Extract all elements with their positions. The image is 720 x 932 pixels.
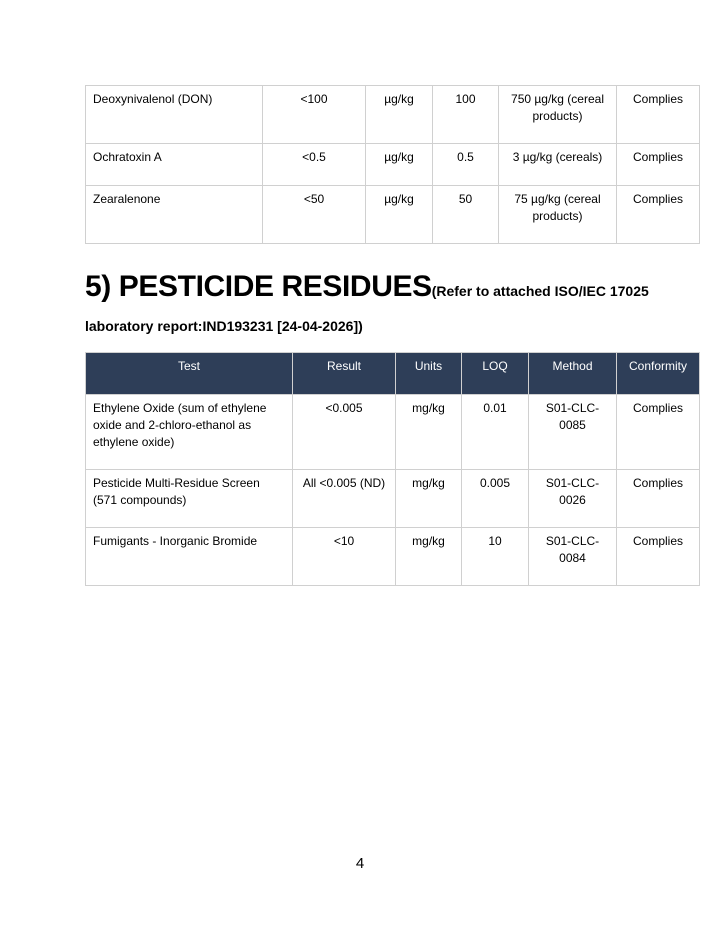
- column-header-test: Test: [86, 353, 293, 395]
- section-title: 5) PESTICIDE RESIDUES: [85, 270, 432, 303]
- column-header-result: Result: [293, 353, 396, 395]
- test-name-cell: Ethylene Oxide (sum of ethylene oxide and 2-chloro-ethanol as ethylene oxide): [86, 395, 293, 470]
- column-header-units: Units: [396, 353, 462, 395]
- result-cell: All <0.005 (ND): [293, 470, 396, 528]
- units-cell: µg/kg: [366, 144, 433, 186]
- table-row: [86, 186, 700, 244]
- column-header-conformity: Conformity: [617, 353, 700, 395]
- table-header-row: [86, 353, 700, 395]
- units-cell: mg/kg: [396, 470, 462, 528]
- test-name-cell: Zearalenone: [86, 186, 263, 244]
- conformity-cell: Complies: [617, 470, 700, 528]
- mycotoxin-table: [85, 85, 700, 244]
- result-cell: <0.005: [293, 395, 396, 470]
- conformity-cell: Complies: [617, 144, 700, 186]
- test-name-cell: Deoxynivalenol (DON): [86, 86, 263, 144]
- loq-cell: 0.005: [462, 470, 529, 528]
- limit-cell: 3 µg/kg (cereals): [499, 144, 617, 186]
- conformity-cell: Complies: [617, 395, 700, 470]
- test-name-cell: Fumigants - Inorganic Bromide: [86, 528, 293, 586]
- column-header-method: Method: [529, 353, 617, 395]
- loq-cell: 50: [433, 186, 499, 244]
- pesticide-table: [85, 352, 700, 586]
- section-heading: [85, 272, 705, 302]
- limit-cell: 75 µg/kg (cereal products): [499, 186, 617, 244]
- method-cell: S01-CLC-0085: [529, 395, 617, 470]
- loq-cell: 0.5: [433, 144, 499, 186]
- units-cell: µg/kg: [366, 86, 433, 144]
- limit-cell: 750 µg/kg (cereal products): [499, 86, 617, 144]
- test-name-cell: Pesticide Multi-Residue Screen (571 compounds): [86, 470, 293, 528]
- test-name-cell: Ochratoxin A: [86, 144, 263, 186]
- method-cell: S01-CLC-0084: [529, 528, 617, 586]
- conformity-cell: Complies: [617, 86, 700, 144]
- loq-cell: 0.01: [462, 395, 529, 470]
- result-cell: <10: [293, 528, 396, 586]
- section-note-continued: laboratory report:IND193231 [24-04-2026]): [85, 318, 363, 334]
- column-header-loq: LOQ: [462, 353, 529, 395]
- conformity-cell: Complies: [617, 186, 700, 244]
- units-cell: mg/kg: [396, 528, 462, 586]
- units-cell: mg/kg: [396, 395, 462, 470]
- method-cell: S01-CLC-0026: [529, 470, 617, 528]
- conformity-cell: Complies: [617, 528, 700, 586]
- table-row: [86, 528, 700, 586]
- table-row: [86, 144, 700, 186]
- result-cell: <50: [263, 186, 366, 244]
- page-number: 4: [355, 855, 365, 872]
- table-row: [86, 470, 700, 528]
- loq-cell: 100: [433, 86, 499, 144]
- table-row: [86, 86, 700, 144]
- result-cell: <100: [263, 86, 366, 144]
- table-row: [86, 395, 700, 470]
- section-note: (Refer to attached ISO/IEC 17025: [431, 283, 649, 299]
- units-cell: µg/kg: [366, 186, 433, 244]
- result-cell: <0.5: [263, 144, 366, 186]
- loq-cell: 10: [462, 528, 529, 586]
